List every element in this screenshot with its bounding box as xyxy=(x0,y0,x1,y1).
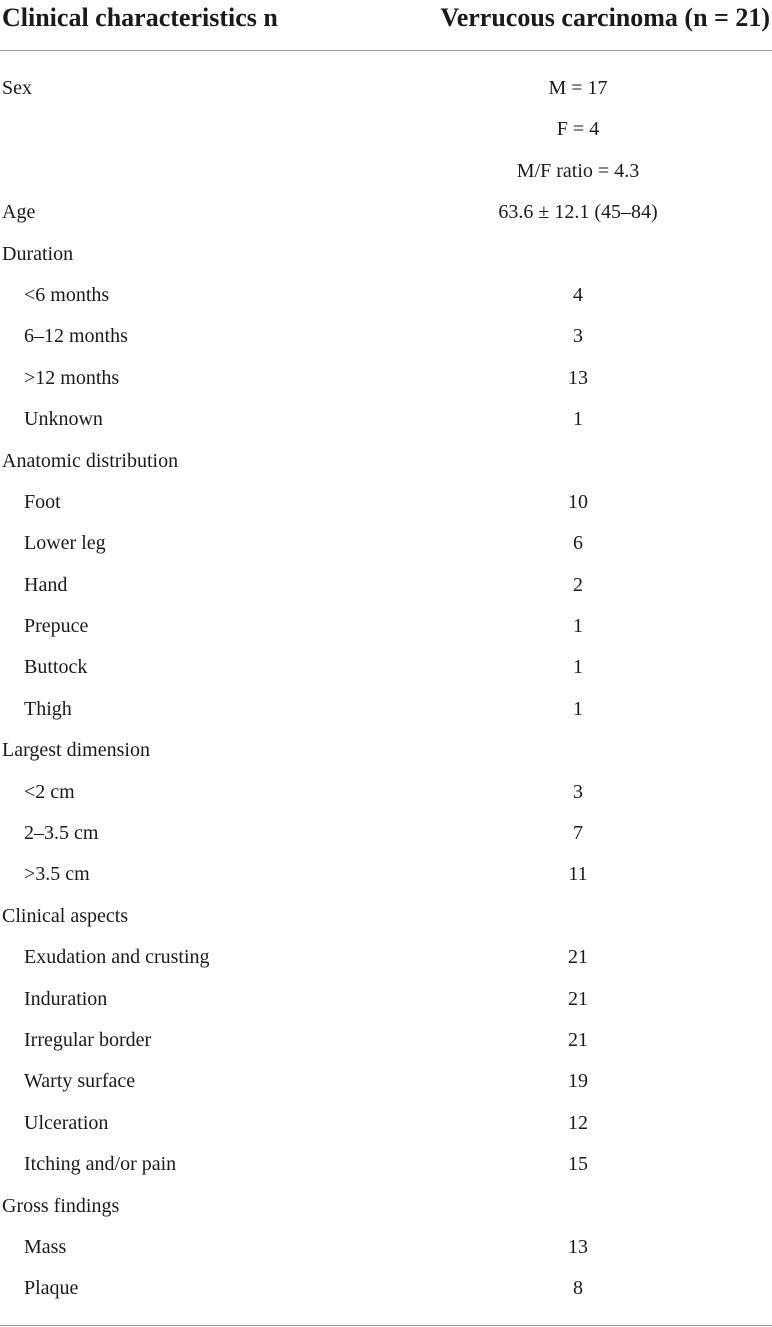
row-label: Sex xyxy=(2,77,32,99)
row-value: 6 xyxy=(573,532,583,555)
row-label: >3.5 cm xyxy=(24,863,90,886)
row-value: 1 xyxy=(573,615,583,638)
row-label: Hand xyxy=(24,573,68,596)
table-row xyxy=(0,75,772,116)
table-row xyxy=(0,986,772,1027)
table-row xyxy=(0,1151,772,1192)
row-value: 10 xyxy=(568,490,588,513)
row-value: 13 xyxy=(568,1235,588,1258)
table-row xyxy=(0,1110,772,1151)
row-label: Thigh xyxy=(24,697,72,720)
row-label: Prepuce xyxy=(24,615,89,638)
row-label: Foot xyxy=(24,490,61,513)
table-header xyxy=(0,0,772,51)
row-label: Age xyxy=(2,201,36,224)
table-row xyxy=(0,861,772,902)
header-verrucous-carcinoma: Verrucous carcinoma (n = 21) xyxy=(440,3,770,32)
table-row xyxy=(0,820,772,861)
row-label: Duration xyxy=(2,242,74,265)
table-row xyxy=(0,489,772,530)
table-row xyxy=(0,613,772,654)
table-row xyxy=(0,654,772,695)
table-row xyxy=(0,572,772,613)
table-body xyxy=(0,51,772,1317)
table-row xyxy=(0,199,772,240)
row-value: 12 xyxy=(568,1111,588,1134)
row-label: Irregular border xyxy=(24,1028,152,1051)
row-value: F = 4 xyxy=(556,118,600,141)
row-value: 15 xyxy=(568,1153,588,1176)
table-row xyxy=(0,448,772,489)
table-row xyxy=(0,1193,772,1234)
table-row xyxy=(0,406,772,447)
row-label: Plaque xyxy=(24,1277,79,1300)
row-label: 2–3.5 cm xyxy=(24,822,99,845)
row-label: Ulceration xyxy=(24,1111,109,1134)
row-label: <6 months xyxy=(24,283,110,306)
row-value: 1 xyxy=(573,697,583,720)
row-value: 1 xyxy=(573,408,583,431)
row-value: M/F ratio = 4.3 xyxy=(516,159,640,182)
table-row xyxy=(0,944,772,985)
row-value: 21 xyxy=(568,946,588,969)
table-row xyxy=(0,365,772,406)
row-value: M = 17 xyxy=(548,77,608,99)
row-value: 63.6 ± 12.1 (45–84) xyxy=(498,201,658,224)
row-label: Largest dimension xyxy=(2,739,150,762)
row-label: Warty surface xyxy=(24,1070,136,1093)
row-value: 21 xyxy=(568,987,588,1010)
table-row xyxy=(0,696,772,737)
row-value: 7 xyxy=(573,822,583,845)
row-value: 13 xyxy=(568,366,588,389)
table-row xyxy=(0,1234,772,1275)
bottom-rule xyxy=(0,1325,772,1326)
header-clinical-characteristics: Clinical characteristics n xyxy=(2,3,278,32)
row-label: Lower leg xyxy=(24,532,106,555)
row-value: 3 xyxy=(573,325,583,348)
table-row xyxy=(0,282,772,323)
row-label: >12 months xyxy=(24,366,120,389)
row-label: Mass xyxy=(24,1235,67,1258)
table-row xyxy=(0,241,772,282)
table-row xyxy=(0,116,772,157)
row-value: 21 xyxy=(568,1028,588,1051)
table-row xyxy=(0,158,772,199)
row-label: Exudation and crusting xyxy=(24,946,210,969)
table-row xyxy=(0,779,772,820)
row-label: Itching and/or pain xyxy=(24,1153,177,1176)
row-value: 3 xyxy=(573,780,583,803)
table-row xyxy=(0,903,772,944)
table-row xyxy=(0,1068,772,1109)
row-value: 8 xyxy=(573,1277,583,1300)
row-value: 2 xyxy=(573,573,583,596)
table-row xyxy=(0,1027,772,1068)
row-label: Buttock xyxy=(24,656,88,679)
row-value: 19 xyxy=(568,1070,588,1093)
row-value: 11 xyxy=(568,863,588,886)
row-label: <2 cm xyxy=(24,780,75,803)
row-value: 4 xyxy=(573,283,583,306)
row-label: Unknown xyxy=(24,408,103,431)
row-label: Induration xyxy=(24,987,108,1010)
row-label: Clinical aspects xyxy=(2,904,129,927)
row-label: 6–12 months xyxy=(24,325,128,348)
row-label: Anatomic distribution xyxy=(2,449,179,472)
row-label: Gross findings xyxy=(2,1194,120,1217)
table-row xyxy=(0,323,772,364)
row-value: 1 xyxy=(573,656,583,679)
table-row xyxy=(0,530,772,571)
table-row xyxy=(0,737,772,778)
table-row xyxy=(0,1275,772,1316)
